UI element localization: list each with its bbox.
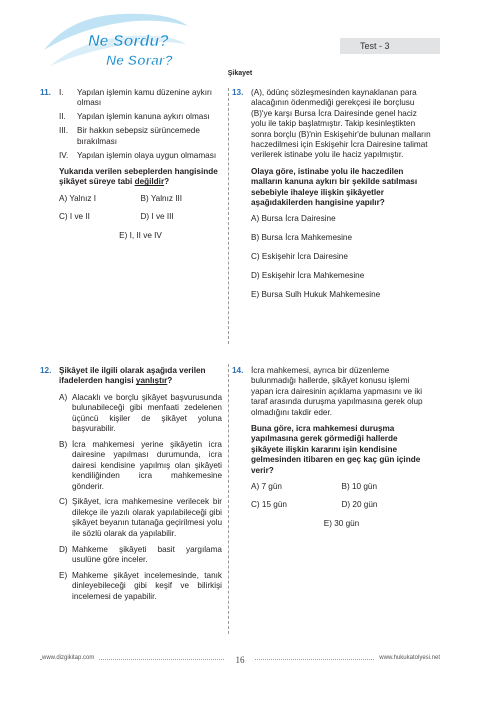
- option-d[interactable]: D) I ve III: [140, 212, 174, 222]
- option-d[interactable]: D) Mahkeme şikâyeti basit yargılama usulüne göre inceler.: [59, 544, 222, 564]
- question-number: 11.: [40, 88, 51, 97]
- option-b[interactable]: B) 10 gün: [341, 482, 378, 492]
- question-12: [40, 366, 222, 608]
- test-label: Test - 3: [340, 38, 440, 54]
- option-c[interactable]: C) I ve II: [59, 212, 90, 222]
- question-number: 14.: [232, 366, 244, 375]
- footer-left-url[interactable]: www.dizgikitap.com: [42, 655, 98, 661]
- question-14: [232, 366, 432, 529]
- option-c[interactable]: C) 15 gün: [251, 500, 287, 510]
- svg-text:Ne Sorar?: Ne Sorar?: [106, 52, 173, 68]
- column-divider-bottom: [228, 364, 229, 634]
- option-b[interactable]: B) Bursa İcra Mahkemesine: [251, 233, 353, 243]
- option-c[interactable]: C) Eskişehir İcra Dairesine: [251, 252, 348, 262]
- statement-iv: IV. Yapılan işlemin olaya uygun olmaması: [59, 150, 217, 160]
- question-body: İcra mahkemesi, ayrıca bir düzenleme bulunmadığı hallerde, şikâyet konusu işlemi yapan icra dairesinin açıklama yapmasını ve iki taraf arasında duruşma yapılmasına gerek olup olmadığını takdir eder.: [251, 366, 423, 417]
- option-e[interactable]: E) I, II ve IV: [119, 230, 162, 240]
- answer-options: [251, 214, 432, 300]
- option-e[interactable]: E) 30 gün: [323, 518, 360, 528]
- svg-text:Ne Sordu?: Ne Sordu?: [88, 33, 169, 50]
- statement-iii: III. Bir hakkın sebepsiz sürüncemede bırakılması: [59, 126, 200, 146]
- question-body: (A), ödünç sözleşmesinden kaynaklanan para alacağının ödenmediği gerekçesi ile borçlusu (B)'ye karşı Bursa İcra Dairesinde genel haciz yolu ile takip başlatmıştır. Takip kesinleştikten sonra borçlu (B)'nin Eskişehir'de bulunan malların haczedilmesi için Eskişehir İcra Dairesine talimat verilerek istinabe yolu ile haciz yapılmıştır.: [251, 88, 431, 160]
- question-stem: Olaya göre, istinabe yolu ile haczedilen malların kanuna aykırı bir şekilde satılması sebebiyle ihaleye ilişkin şikâyetler aşağıdakilerden hangisine yapılır?: [251, 166, 418, 208]
- option-a[interactable]: A) Alacaklı ve borçlu şikâyet başvurusunda bulunabileceği gibi menfaati zedelenen üçüncü kişiler de şikâyet yoluna başvurabilir.: [59, 392, 222, 434]
- option-a[interactable]: A) 7 gün: [251, 482, 282, 492]
- statement-ii: II. Yapılan işlemin kanuna aykırı olması: [59, 112, 210, 122]
- section-title: Şikayet: [227, 70, 253, 77]
- option-d[interactable]: D) Eskişehir İcra Mahkemesine: [251, 271, 365, 281]
- page-number: 16: [225, 651, 255, 669]
- question-number: 13.: [232, 88, 244, 97]
- option-c[interactable]: C) Şikâyet, icra mahkemesine verilecek bir dilekçe ile yazılı olarak yapılabileceği gibi şikâyet beyanın tutanağa geçirilmesi yolu ile sözlü olarak da yapılabilir.: [59, 497, 222, 538]
- ne-sordu-ne-sorar-logo: [40, 10, 190, 76]
- footer-right-url[interactable]: www.hukukatolyesi.net: [375, 655, 440, 661]
- answer-options: [251, 482, 432, 511]
- option-a[interactable]: A) Bursa İcra Dairesine: [251, 214, 336, 224]
- option-e[interactable]: E) Bursa Sulh Hukuk Mahkemesine: [251, 290, 381, 300]
- option-b[interactable]: B) Yalnız III: [140, 193, 183, 203]
- question-stem: Buna göre, icra mahkemesi duruşma yapılmasına gerek görmediği hallerde şikâyete ilişkin kararını işin kendisine gelmesinden itibaren en geç kaç gün içinde verir?: [251, 424, 421, 475]
- column-divider-top: [228, 88, 229, 344]
- answer-options: [59, 194, 222, 223]
- question-13: [232, 88, 432, 309]
- option-e[interactable]: E) Mahkeme şikâyet incelemesinde, tanık dinleyebileceği gibi keşif ve bilirkişi incelemesi de yapabilir.: [59, 570, 222, 601]
- question-stem: Yukarıda verilen sebeplerden hangisinde şikâyet süreye tabi değildir?: [59, 166, 218, 187]
- option-a[interactable]: A) Yalnız I: [59, 193, 97, 203]
- statement-i: I. Yapılan işlemin kamu düzenine aykırı olması: [59, 88, 213, 108]
- question-11: [40, 88, 222, 241]
- question-number: 12.: [40, 366, 52, 375]
- option-b[interactable]: B) İcra mahkemesi yerine şikâyetin icra dairesine yapılması durumunda, icra dairesi kendisine yapılmış olan şikâyeti kendiliğinden icra mahkemesine gönderir.: [59, 439, 222, 491]
- question-stem: Şikâyet ile ilgili olarak aşağıda verilen ifadelerden hangisi yanlıştır?: [59, 366, 206, 386]
- option-d[interactable]: D) 20 gün: [341, 500, 378, 510]
